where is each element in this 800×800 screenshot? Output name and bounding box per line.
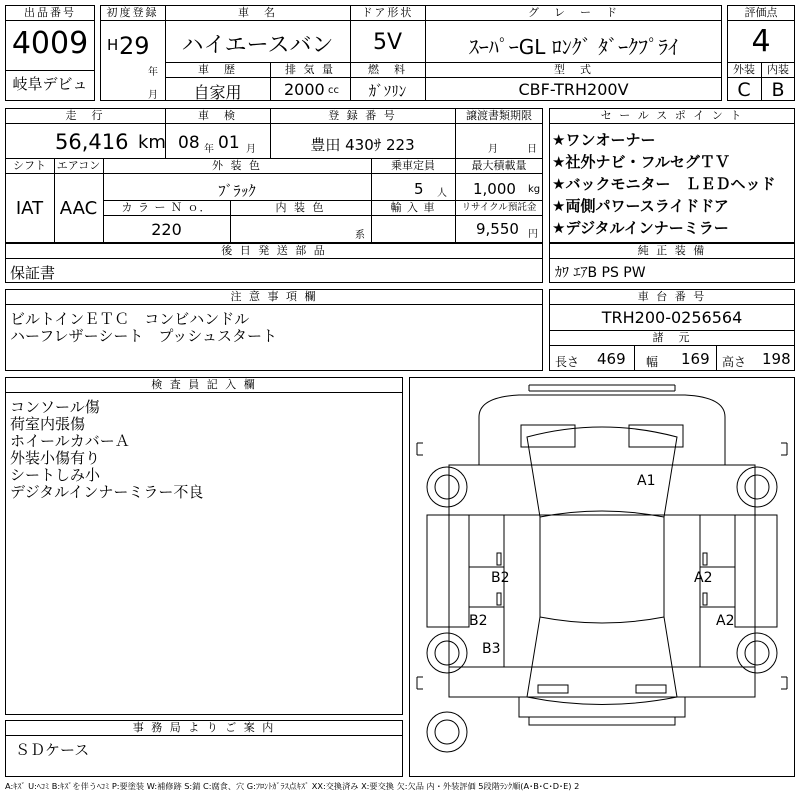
later-parts: 保証書: [10, 264, 56, 282]
recycle-deposit-unit: 円: [528, 229, 538, 240]
damage-legend: A:ｷｽﾞ U:ﾍｺﾐ B:ｷｽﾞを伴うﾍｺﾐ P:要塗装 W:補修跡 S:錆 C:腐食、穴 G:ﾌﾛﾝﾄｶﾞﾗｽ点ｷｽﾞ XX:交換済み X:要交換 欠:欠品 内・外装評価 5段階ﾗﾝｸ順(A･B･C･D･E) 2: [5, 781, 580, 791]
inspector-note-line: ホイールカバーＡ: [10, 432, 130, 450]
transfer-month-unit: 月: [488, 144, 498, 155]
genuine-equipment-label: 純 正 装 備: [637, 244, 707, 257]
plate-number: 豊田 430ｻ 223: [310, 136, 415, 154]
sales-point-item: ★デジタルインナーミラー: [552, 219, 729, 237]
height-label: 高さ: [722, 355, 747, 369]
inspection-month: 01: [218, 133, 240, 153]
inspector-note-line: シートしみ小: [10, 466, 101, 484]
exterior-label: 外装: [733, 63, 755, 76]
damage-mark: B2: [491, 570, 510, 586]
inspection-label: 車 検: [198, 109, 237, 122]
office-note: ＳＤケース: [15, 741, 90, 759]
length-label: 長さ: [555, 355, 580, 369]
fuel-label: 燃 料: [368, 63, 407, 76]
damage-mark: B2: [469, 613, 488, 629]
recycle-deposit: 9,550: [476, 220, 519, 238]
inspector-note-line: デジタルインナーミラー不良: [10, 483, 204, 501]
max-load-unit: kg: [528, 184, 541, 195]
genuine-equipment: ｶﾜ ｴｱB PS PW: [555, 265, 646, 281]
exterior-grade: C: [737, 79, 751, 101]
capacity-label: 乗車定員: [391, 159, 435, 172]
plate-number-label: 登 録 番 号: [328, 109, 397, 122]
aircon-type: AAC: [59, 198, 98, 219]
first-registration-label: 初度登録: [106, 6, 159, 19]
shift-label: シフト: [13, 159, 46, 172]
model-code-label: 型 式: [554, 63, 593, 76]
chassis-number-label: 車 台 番 号: [637, 290, 707, 303]
office-notes-label: 事 務 局 よ り ご 案 内: [132, 721, 276, 734]
width-value: 169: [681, 350, 710, 368]
max-load-label: 最大積載量: [471, 159, 527, 172]
caution-label: 注 意 事 項 欄: [230, 290, 318, 303]
era-letter: H: [107, 36, 119, 54]
damage-mark: A2: [694, 570, 713, 586]
caution-text: ビルトインＥＴＣ コンビハンドル ハーフレザーシート プッシュスタート: [10, 310, 278, 345]
car-history-label: 車 歴: [198, 63, 237, 76]
lot-number: 4009: [11, 26, 89, 61]
shift-type: IAT: [15, 198, 44, 219]
car-name-label: 車 名: [238, 6, 277, 19]
color-number: 220: [151, 220, 182, 239]
damage-mark: A1: [637, 473, 656, 489]
displacement-unit: cc: [328, 85, 339, 96]
car-history: 自家用: [193, 83, 242, 102]
inspector-notes-label: 検 査 員 記 入 欄: [151, 378, 257, 391]
mileage: 56,416: [55, 130, 129, 154]
mileage-label: 走 行: [65, 109, 105, 122]
auction-venue: 岐阜デビュ: [12, 75, 88, 93]
sales-point-item: ★両側パワースライドドア: [552, 197, 729, 215]
inspector-note-line: 荷室内張傷: [10, 415, 86, 433]
year-unit: 年: [148, 67, 158, 78]
recycle-deposit-label: リサイクル預託金: [461, 202, 537, 213]
transfer-deadline-label: 譲渡書類期限: [466, 109, 532, 122]
displacement: 2000: [284, 80, 325, 99]
grade: ｽｰﾊﾟｰGL ﾛﾝｸﾞ ﾀﾞｰｸﾌﾟﾗｲ: [468, 35, 679, 59]
sales-point-item: ★バックモニター ＬＥＤヘッド: [552, 175, 776, 193]
sales-point-item: ★社外ナビ・フルセグＴＶ: [552, 153, 730, 171]
interior-label: 内装: [767, 63, 789, 76]
door-type: 5V: [372, 30, 403, 55]
model-code: CBF-TRH200V: [518, 80, 629, 99]
car-name: ハイエースバン: [181, 33, 334, 58]
exterior-color: ﾌﾞﾗｯｸ: [218, 182, 256, 200]
length-value: 469: [597, 350, 626, 368]
details-box: [5, 108, 543, 243]
capacity-unit: 人: [437, 188, 447, 199]
interior-grade: B: [771, 79, 785, 101]
exterior-color-label: 外 装 色: [212, 159, 262, 172]
mileage-unit: km: [138, 132, 166, 153]
sales-point-item: ★ワンオーナー: [552, 131, 656, 149]
color-number-label: カ ラ ー Ｎ ｏ．: [121, 201, 212, 214]
fuel: ｶﾞｿﾘﾝ: [368, 82, 407, 100]
grade-label: グ レ ー ド: [528, 6, 619, 19]
inspector-note-line: コンソール傷: [10, 398, 100, 416]
inspection-year-unit: 年: [204, 144, 214, 155]
displacement-label: 排 気 量: [285, 63, 335, 76]
inspection-month-unit: 月: [246, 144, 256, 155]
inspector-note-line: 外装小傷有り: [10, 449, 101, 467]
interior-color-suffix: 系: [355, 230, 365, 241]
width-label: 幅: [646, 355, 659, 369]
aircon-label: エアコン: [56, 159, 101, 172]
car-damage-diagram: [409, 377, 795, 777]
transfer-day-unit: 日: [527, 144, 537, 155]
door-type-label: ドア形状: [361, 6, 414, 19]
specs-label: 諸 元: [652, 331, 692, 344]
inspection-year: 08: [178, 133, 200, 153]
registration-year: 29: [119, 32, 150, 60]
height-value: 198: [762, 350, 791, 368]
sales-points-label: セ ー ル ス ポ イ ン ト: [600, 109, 744, 122]
max-load: 1,000: [473, 180, 516, 198]
damage-mark: B3: [482, 641, 501, 657]
month-unit: 月: [148, 90, 158, 101]
later-parts-label: 後 日 発 送 部 品: [221, 244, 327, 257]
interior-color-label: 内 装 色: [275, 201, 326, 214]
overall-score: 4: [751, 24, 771, 59]
capacity: 5: [414, 180, 424, 198]
damage-mark: A2: [716, 613, 735, 629]
chassis-number: TRH200-0256564: [601, 308, 743, 327]
lot-number-label: 出品番号: [24, 6, 76, 19]
import-car-label: 輸 入 車: [390, 201, 436, 214]
score-label: 評価点: [744, 6, 778, 19]
